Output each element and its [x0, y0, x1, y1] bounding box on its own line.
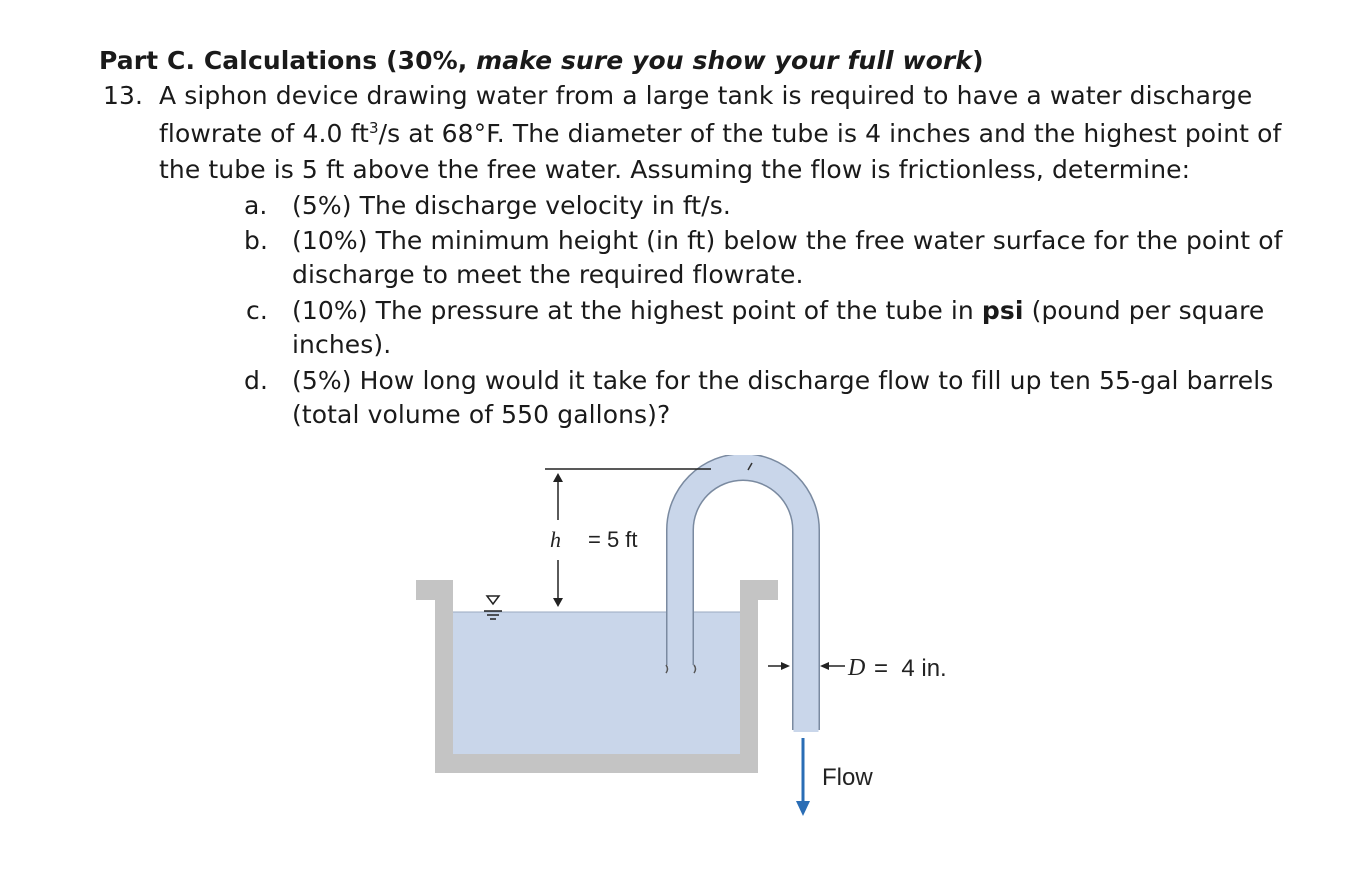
problem-number: 13.: [103, 81, 144, 110]
problem-line-2: [159, 119, 1281, 149]
part-a-text: (5%) The discharge velocity in ft/s.: [292, 191, 731, 220]
h-arrowhead-down: [553, 598, 563, 607]
part-c-text-2: inches).: [292, 330, 392, 359]
heading-prefix: Part C. Calculations (30%,: [99, 46, 477, 75]
siphon-diagram: [400, 455, 1020, 835]
part-b-text-2: discharge to meet the required flowrate.: [292, 260, 804, 289]
h-value: = 5 ft: [588, 527, 638, 552]
flow-label: Flow: [822, 764, 873, 791]
heading-suffix: ): [972, 46, 984, 75]
section-heading: [99, 46, 984, 76]
d-value: = 4 in.: [874, 655, 947, 682]
problem-line-2-start: flowrate of 4.0 ft: [159, 119, 369, 148]
problem-line-2-sup: 3: [368, 119, 379, 137]
d-arrowhead-right: [820, 662, 829, 670]
problem-line-2-rest: /s at 68°F. The diameter of the tube is 4 inches and the highest point of: [378, 119, 1282, 148]
part-d-text-1: (5%) How long would it take for the discharge flow to fill up ten 55-gal barrels: [292, 366, 1274, 395]
problem-line-1: A siphon device drawing water from a large tank is required to have a water discharge: [159, 81, 1253, 110]
part-c-text-1: [292, 296, 1264, 326]
part-c-bold: psi: [981, 296, 1024, 325]
heading-italic: make sure you show your full work: [476, 46, 973, 75]
h-arrowhead-up: [553, 473, 563, 482]
part-d-label: d.: [244, 366, 269, 395]
part-b-label: b.: [244, 226, 269, 255]
d-symbol: D: [848, 655, 866, 681]
part-c-label: c.: [246, 296, 268, 325]
tank-water: [453, 612, 740, 754]
h-symbol: h: [550, 527, 561, 552]
part-c-pre: (10%) The pressure at the highest point of the tube in: [292, 296, 982, 325]
part-c-post: (pound per square: [1023, 296, 1265, 325]
part-b-text-1: (10%) The minimum height (in ft) below the free water surface for the point of: [292, 226, 1283, 255]
part-d-text-2: (total volume of 550 gallons)?: [292, 400, 671, 429]
problem-line-3: the tube is 5 ft above the free water. Assuming the flow is frictionless, determine:: [159, 155, 1191, 184]
d-arrowhead-left: [781, 662, 790, 670]
flow-arrowhead: [796, 801, 810, 816]
part-a-label: a.: [244, 191, 268, 220]
